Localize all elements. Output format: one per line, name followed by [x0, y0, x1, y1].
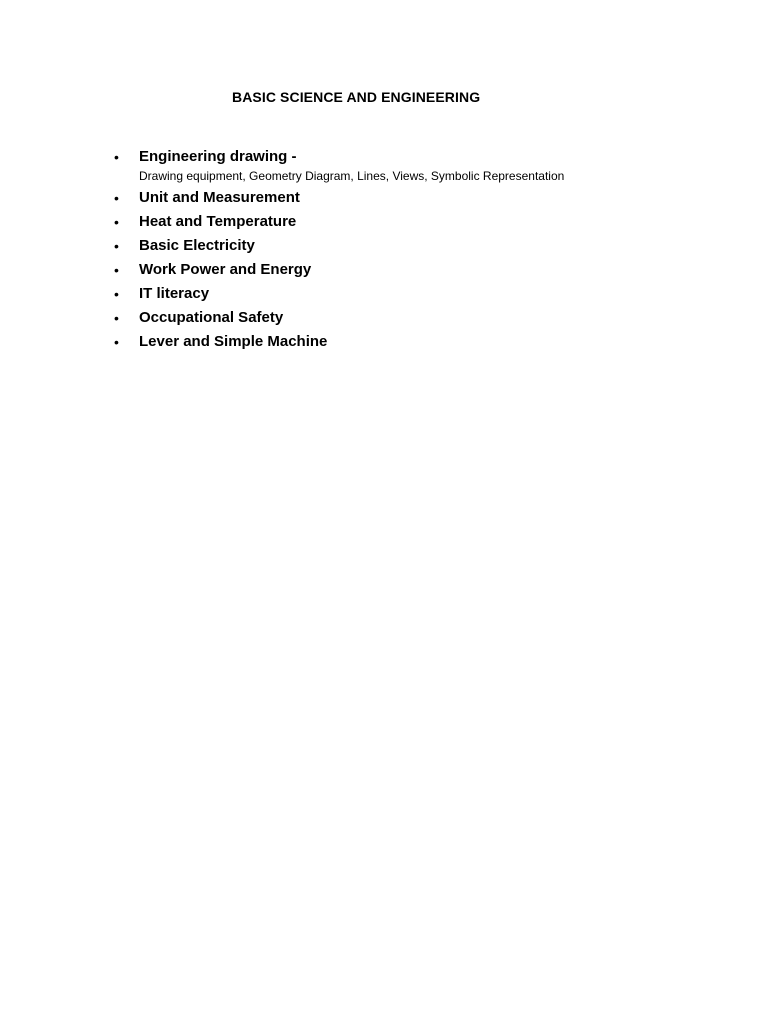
topic-item-engineering-drawing [113, 145, 564, 186]
topic-label: Unit and Measurement [139, 189, 300, 206]
topic-label: IT literacy [139, 285, 210, 302]
topic-list [113, 145, 564, 354]
topic-label: Engineering drawing - [139, 148, 297, 165]
topic-label: Heat and Temperature [139, 213, 297, 230]
topic-item-it-literacy [113, 282, 564, 306]
topic-label: Work Power and Energy [139, 261, 312, 278]
topic-label: Basic Electricity [139, 237, 255, 254]
topic-item-basic-electricity [113, 234, 564, 258]
topic-label: Lever and Simple Machine [139, 333, 328, 350]
topic-item-heat-and-temperature [113, 210, 564, 234]
bullet-icon: • [114, 238, 119, 254]
topic-label: Occupational Safety [139, 309, 284, 326]
bullet-icon: • [114, 262, 119, 278]
topic-item-unit-and-measurement [113, 186, 564, 210]
topic-item-work-power-and-energy [113, 258, 564, 282]
document-title: BASIC SCIENCE AND ENGINEERING [232, 89, 481, 105]
bullet-icon: • [114, 149, 119, 165]
bullet-icon: • [114, 286, 119, 302]
bullet-icon: • [114, 190, 119, 206]
bullet-icon: • [114, 310, 119, 326]
topic-item-occupational-safety [113, 306, 564, 330]
bullet-icon: • [114, 214, 119, 230]
topic-item-lever-and-simple-machine [113, 330, 564, 354]
bullet-icon: • [114, 334, 119, 350]
topic-detail: Drawing equipment, Geometry Diagram, Lines, Views, Symbolic Representation [139, 169, 565, 183]
